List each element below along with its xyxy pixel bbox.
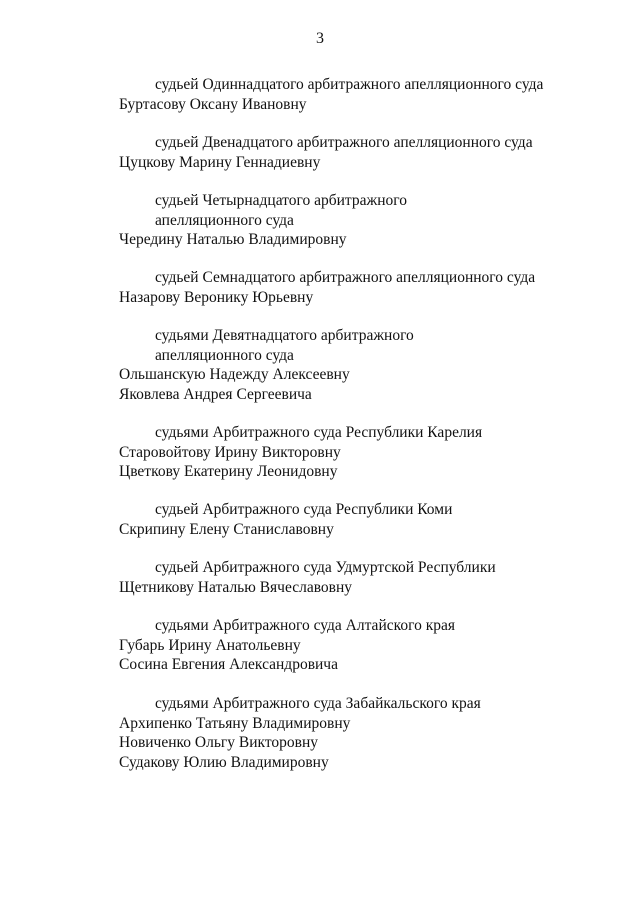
court-line: апелляционного суда bbox=[155, 211, 294, 229]
judge-name: Архипенко Татьяну Владимировну bbox=[119, 714, 351, 732]
appointment-entry bbox=[119, 616, 455, 675]
appointment-entry bbox=[119, 133, 533, 172]
court-line: судьей Четырнадцатого арбитражного bbox=[155, 192, 407, 209]
court-line: судьями Арбитражного суда Республики Карелия bbox=[155, 424, 483, 441]
judge-name: Губарь Ирину Анатольевну bbox=[119, 636, 301, 654]
court-line: судьей Одиннадцатого арбитражного апелляционного суда bbox=[155, 76, 544, 93]
judge-name: Скрипину Елену Станиславовну bbox=[119, 520, 334, 538]
court-line: судьей Двенадцатого арбитражного апелляционного суда bbox=[155, 134, 533, 151]
court-line: судьей Семнадцатого арбитражного апелляционного суда bbox=[155, 269, 536, 286]
appointment-entry bbox=[119, 75, 543, 114]
appointment-entry bbox=[119, 191, 407, 250]
judge-name: Назарову Веронику Юрьевну bbox=[119, 288, 314, 306]
appointment-entry bbox=[119, 694, 481, 772]
appointment-entry bbox=[119, 500, 452, 539]
judge-name: Буртасову Оксану Ивановну bbox=[119, 95, 307, 113]
appointment-entry bbox=[119, 268, 535, 307]
court-line: судьями Девятнадцатого арбитражного bbox=[155, 327, 414, 344]
appointment-entry bbox=[119, 326, 414, 404]
page-number: 3 bbox=[316, 30, 324, 47]
appointment-entry bbox=[119, 558, 496, 597]
judge-name: Сосина Евгения Александровича bbox=[119, 656, 338, 673]
appointment-entry bbox=[119, 423, 482, 482]
judge-name: Яковлева Андрея Сергеевича bbox=[119, 385, 312, 403]
court-line: судьей Арбитражного суда Республики Коми bbox=[155, 501, 453, 518]
judge-name: Судакову Юлию Владимировну bbox=[119, 753, 329, 771]
judge-name: Ольшанскую Надежду Алексеевну bbox=[119, 366, 350, 383]
court-line: апелляционного суда bbox=[155, 346, 294, 364]
judge-name: Цуцкову Марину Геннадиевну bbox=[119, 153, 321, 171]
judge-name: Щетникову Наталью Вячеславовну bbox=[119, 578, 353, 596]
judge-name: Новиченко Ольгу Викторовну bbox=[119, 734, 319, 751]
judge-name: Чередину Наталью Владимировну bbox=[119, 231, 347, 248]
court-line: судьей Арбитражного суда Удмуртской Республики bbox=[155, 559, 496, 576]
judge-name: Цветкову Екатерину Леонидовну bbox=[119, 463, 338, 480]
court-line: судьями Арбитражного суда Алтайского края bbox=[155, 617, 455, 634]
judge-name: Старовойтову Ирину Викторовну bbox=[119, 443, 341, 461]
court-line: судьями Арбитражного суда Забайкальского края bbox=[155, 695, 481, 712]
